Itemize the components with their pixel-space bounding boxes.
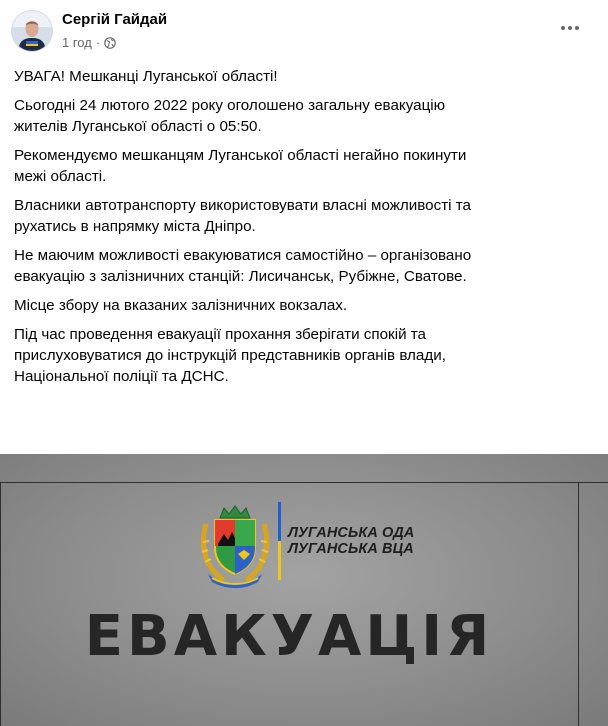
- post-paragraph: Не маючим можливості евакуюватися самостійно – організовано евакуацію з залізничних станцій: Лисичанськ, Рубіжне, Сватове.: [14, 247, 472, 285]
- avatar-image: [12, 11, 52, 51]
- post-header: [0, 0, 608, 62]
- globe-icon[interactable]: [104, 37, 116, 49]
- post-timestamp[interactable]: 1 год: [62, 35, 92, 50]
- author-name[interactable]: Сергій Гайдай: [62, 11, 168, 28]
- organization-name: [288, 525, 414, 557]
- post-image[interactable]: [0, 454, 608, 726]
- organization-line-1: ЛУГАНСЬКА ОДА: [288, 525, 415, 541]
- banner-headline: ЕВАКУАЦІЯ: [84, 604, 494, 669]
- flag-yellow-stripe: [278, 541, 281, 580]
- post-meta: [62, 35, 116, 50]
- banner-frame-right: [578, 482, 579, 726]
- post-paragraph: Власники автотранспорту використовувати власні можливості та рухатись в напрямку міста Дніпро.: [14, 197, 471, 235]
- post-paragraph: УВАГА! Мешканці Луганської області!: [14, 68, 278, 85]
- post-text: [14, 66, 596, 395]
- more-options-button[interactable]: [556, 18, 584, 38]
- meta-separator: ·: [95, 35, 101, 50]
- flag-blue-stripe: [278, 502, 281, 541]
- post-paragraph: Рекомендуємо мешканцям Луганської області негайно покинути межі області.: [14, 147, 467, 185]
- luhansk-emblem-icon: [198, 504, 272, 588]
- more-horizontal-icon: [560, 25, 580, 31]
- post-paragraph: Сьогодні 24 лютого 2022 року оголошено загальну евакуацію жителів Луганської області о 05:50.: [14, 97, 446, 135]
- author-avatar[interactable]: [12, 11, 52, 51]
- organization-line-2: ЛУГАНСЬКА ВЦА: [288, 541, 414, 557]
- post-paragraph: Під час проведення евакуації прохання зберігати спокій та прислуховуватися до інструкцій представників органів влади, Національної поліції та ДСНС.: [14, 326, 446, 385]
- flag-divider: [278, 502, 281, 580]
- post-paragraph: Місце збору на вказаних залізничних вокзалах.: [14, 297, 348, 314]
